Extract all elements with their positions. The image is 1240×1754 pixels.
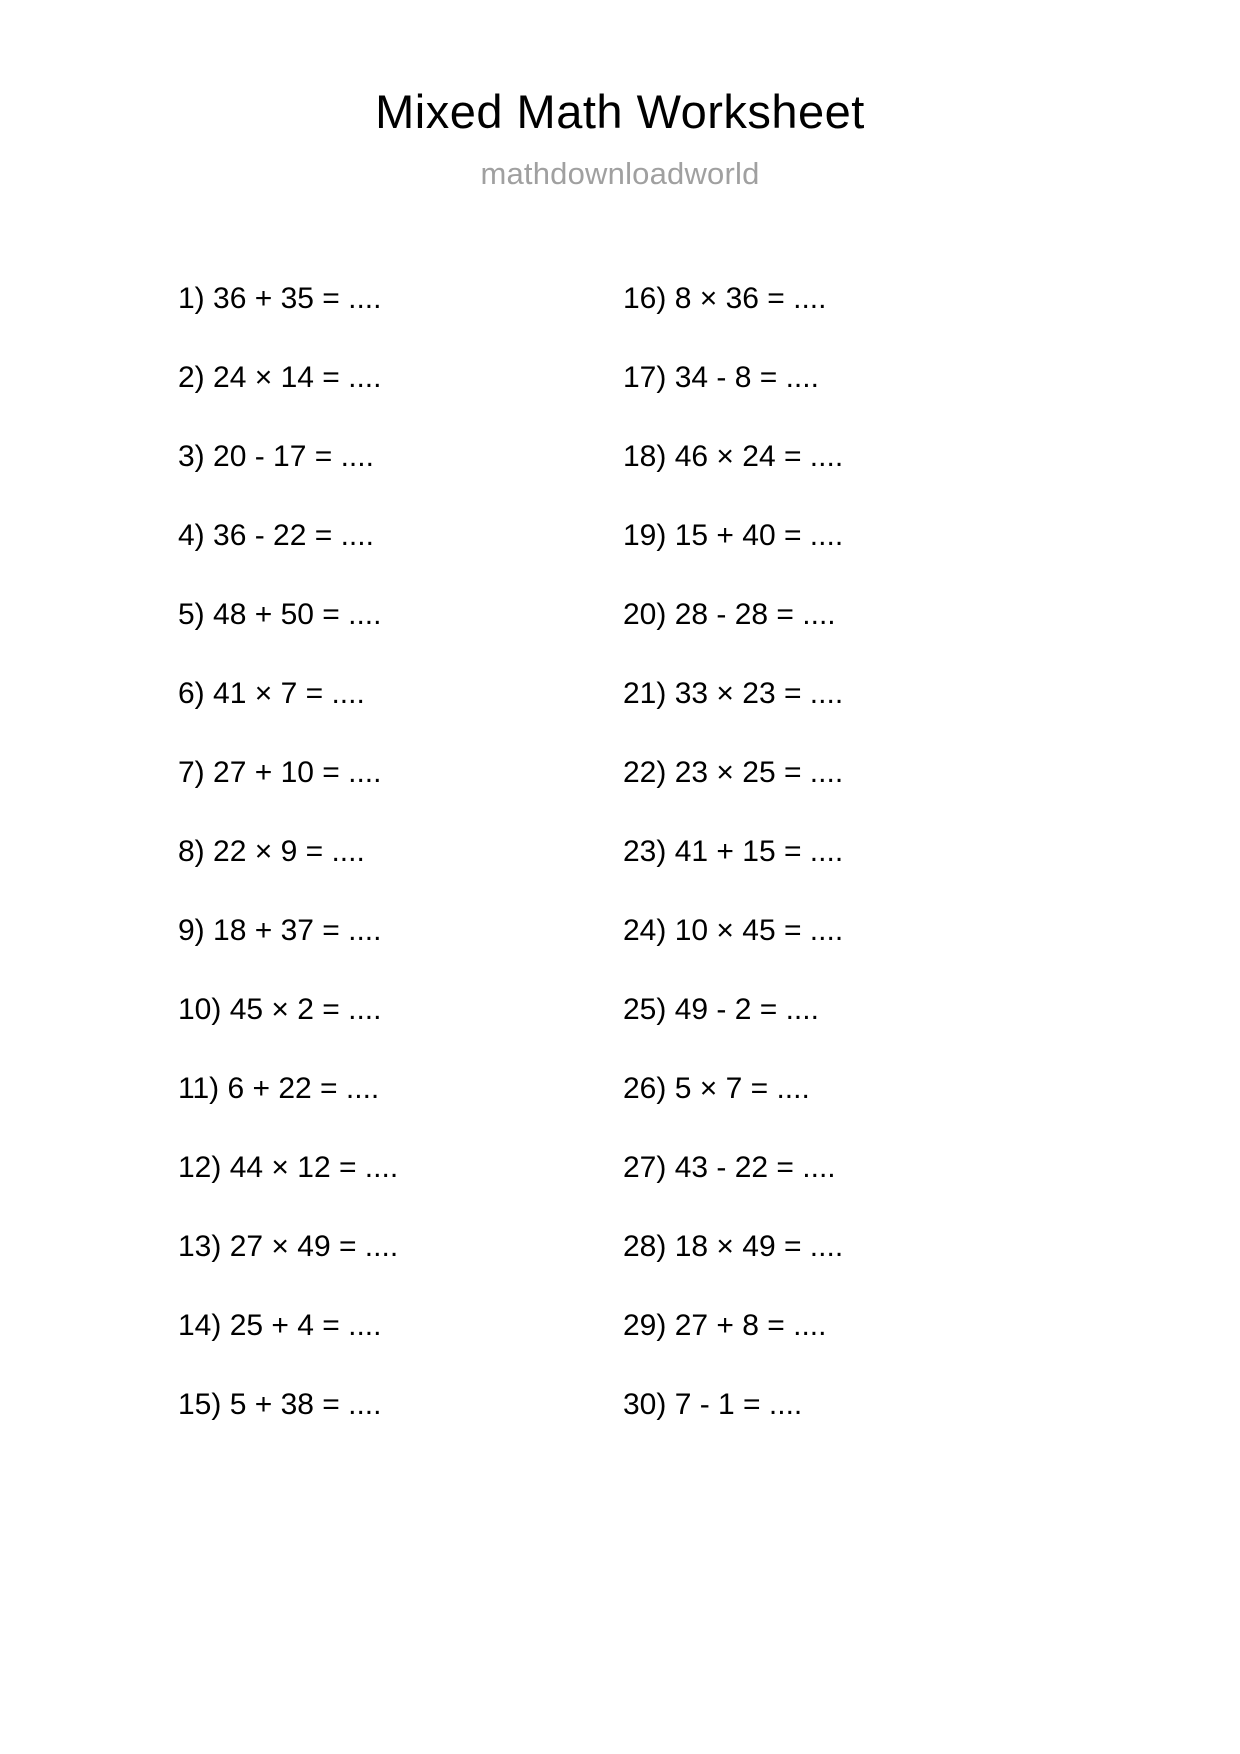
problem-item <box>623 1071 1068 1153</box>
problem-item <box>178 676 623 758</box>
problem-text: 13) 27 × 49 = .... <box>178 1229 399 1263</box>
problem-item <box>623 755 1068 837</box>
page-title: Mixed Math Worksheet <box>375 85 865 138</box>
problem-item <box>623 913 1068 995</box>
problem-text: 6) 41 × 7 = .... <box>178 676 365 710</box>
problem-item <box>623 834 1068 916</box>
problems-column-right <box>623 281 1068 1469</box>
problem-item <box>623 439 1068 521</box>
problem-text: 26) 5 × 7 = .... <box>623 1071 810 1105</box>
problem-item <box>623 1150 1068 1232</box>
problem-text: 3) 20 - 17 = .... <box>178 439 374 473</box>
problem-text: 10) 45 × 2 = .... <box>178 992 382 1026</box>
problem-text: 22) 23 × 25 = .... <box>623 755 844 789</box>
problem-text: 29) 27 + 8 = .... <box>623 1308 827 1342</box>
problem-item <box>623 1387 1068 1469</box>
problem-text: 24) 10 × 45 = .... <box>623 913 844 947</box>
problem-text: 25) 49 - 2 = .... <box>623 992 819 1026</box>
problem-text: 27) 43 - 22 = .... <box>623 1150 836 1184</box>
problem-text: 8) 22 × 9 = .... <box>178 834 365 868</box>
page-subtitle: mathdownloadworld <box>480 155 760 191</box>
problem-item <box>623 360 1068 442</box>
problem-item <box>623 992 1068 1074</box>
problem-text: 11) 6 + 22 = .... <box>178 1071 380 1105</box>
problem-item <box>178 1229 623 1311</box>
problem-item <box>178 1387 623 1469</box>
problem-text: 9) 18 + 37 = .... <box>178 913 382 947</box>
problem-item <box>178 281 623 363</box>
problem-item <box>178 1150 623 1232</box>
problem-item <box>178 992 623 1074</box>
problem-item <box>623 676 1068 758</box>
problem-text: 30) 7 - 1 = .... <box>623 1387 803 1421</box>
problem-text: 23) 41 + 15 = .... <box>623 834 844 868</box>
problem-text: 17) 34 - 8 = .... <box>623 360 819 394</box>
problem-text: 16) 8 × 36 = .... <box>623 281 827 315</box>
problem-text: 1) 36 + 35 = .... <box>178 281 382 315</box>
problem-item <box>178 755 623 837</box>
problem-item <box>623 1308 1068 1390</box>
worksheet-header <box>0 0 1240 192</box>
problem-text: 28) 18 × 49 = .... <box>623 1229 844 1263</box>
problem-text: 14) 25 + 4 = .... <box>178 1308 382 1342</box>
problem-text: 7) 27 + 10 = .... <box>178 755 382 789</box>
problem-item <box>178 1071 623 1153</box>
problem-item <box>623 1229 1068 1311</box>
problem-text: 21) 33 × 23 = .... <box>623 676 844 710</box>
problem-text: 20) 28 - 28 = .... <box>623 597 836 631</box>
problems-container <box>0 281 1240 1469</box>
problem-item <box>178 360 623 442</box>
problem-text: 19) 15 + 40 = .... <box>623 518 844 552</box>
problem-text: 2) 24 × 14 = .... <box>178 360 382 394</box>
problem-item <box>178 1308 623 1390</box>
problem-item <box>178 597 623 679</box>
problem-item <box>623 281 1068 363</box>
problem-item <box>178 518 623 600</box>
problem-text: 15) 5 + 38 = .... <box>178 1387 382 1421</box>
problem-item <box>178 439 623 521</box>
problem-text: 12) 44 × 12 = .... <box>178 1150 399 1184</box>
problems-column-left <box>178 281 623 1469</box>
problem-text: 5) 48 + 50 = .... <box>178 597 382 631</box>
problem-item <box>623 518 1068 600</box>
problem-text: 18) 46 × 24 = .... <box>623 439 844 473</box>
problem-text: 4) 36 - 22 = .... <box>178 518 374 552</box>
problem-item <box>178 913 623 995</box>
problem-item <box>178 834 623 916</box>
problem-item <box>623 597 1068 679</box>
